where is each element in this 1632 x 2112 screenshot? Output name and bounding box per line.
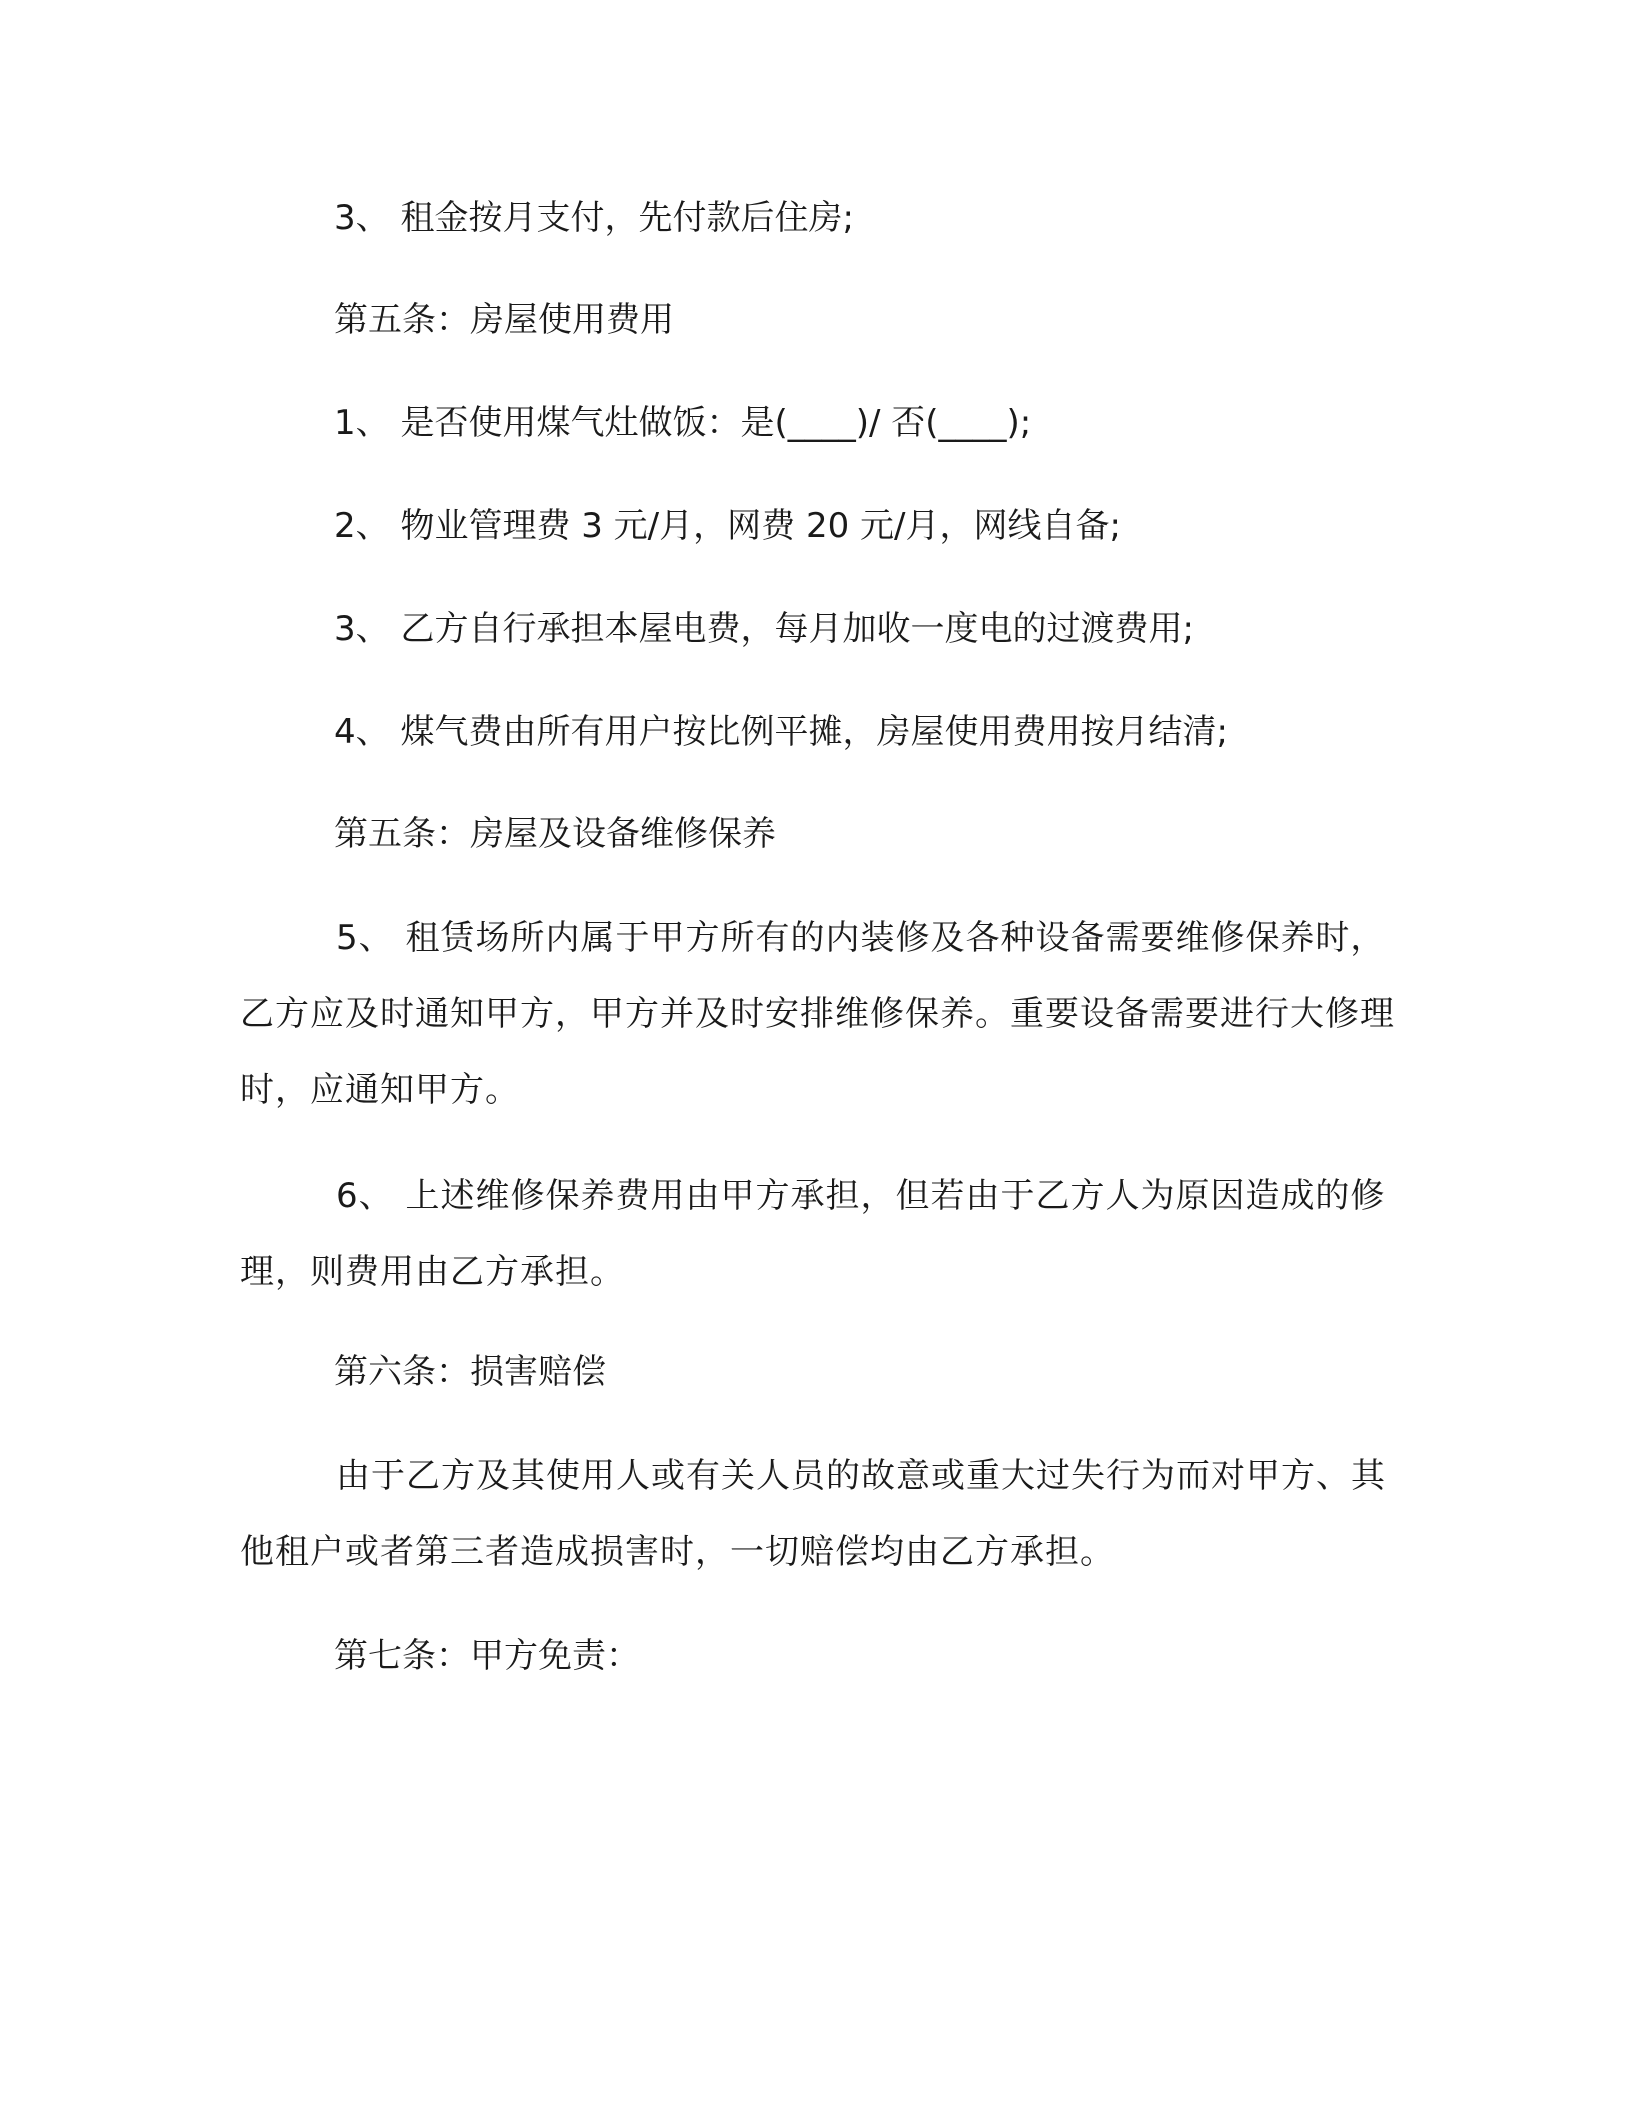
clause-paragraph: 5、 租赁场所内属于甲方所有的内装修及各种设备需要维修保养时，乙方应及时通知甲方，甲方并及时安排维修保养。重要设备需要进行大修理时，应通知甲方。 <box>240 918 1395 1110</box>
section-heading: 第七条：甲方免责： <box>334 1636 640 1676</box>
clause-line: 3、 租金按月支付，先付款后住房; <box>334 198 854 238</box>
clause-line: 1、 是否使用煤气灶做饭：是(____)/ 否(____); <box>334 403 1032 443</box>
clause-line: 3、 乙方自行承担本屋电费，每月加收一度电的过渡费用; <box>334 609 1194 649</box>
clause-line: 4、 煤气费由所有用户按比例平摊，房屋使用费用按月结清; <box>334 712 1228 752</box>
section-heading: 第五条：房屋及设备维修保养 <box>334 814 776 854</box>
section-heading: 第五条：房屋使用费用 <box>334 300 674 340</box>
clause-paragraph: 6、 上述维修保养费用由甲方承担，但若由于乙方人为原因造成的修理，则费用由乙方承担。 <box>240 1176 1386 1292</box>
section-heading: 第六条：损害赔偿 <box>334 1352 606 1392</box>
section-body: 由于乙方及其使用人或有关人员的故意或重大过失行为而对甲方、其他租户或者第三者造成损害时，一切赔偿均由乙方承担。 <box>240 1456 1386 1572</box>
clause-line: 2、 物业管理费 3 元/月，网费 20 元/月，网线自备; <box>334 506 1121 546</box>
